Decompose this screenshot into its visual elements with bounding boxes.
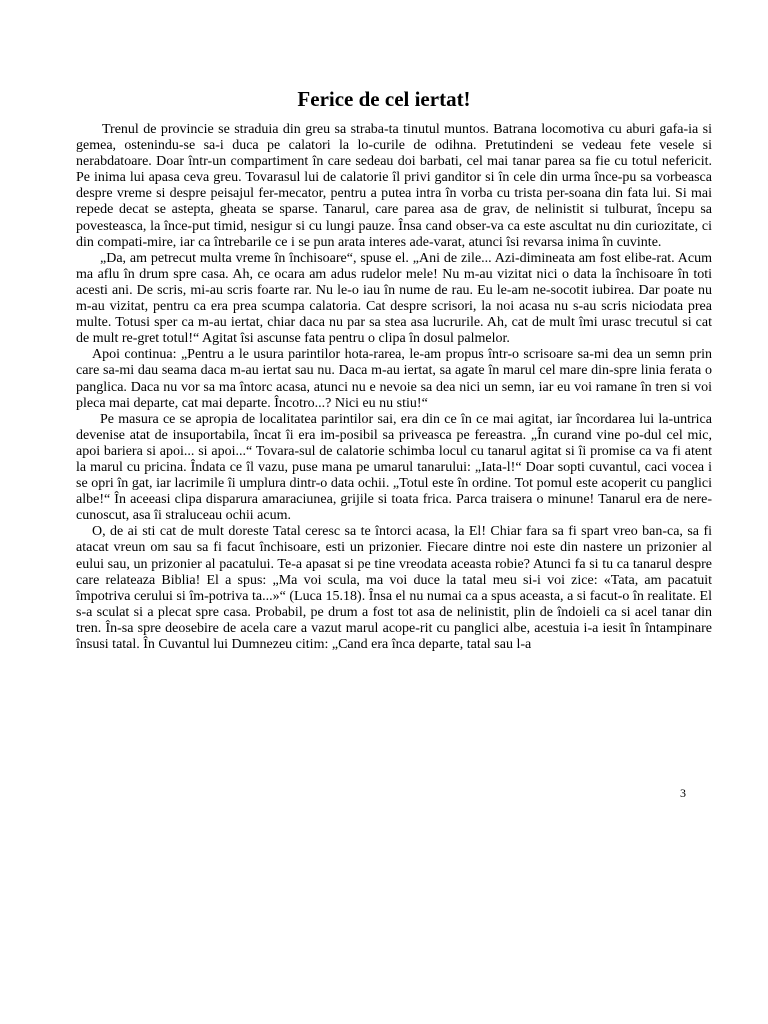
body-text [76, 122, 712, 653]
paragraph-5: O, de ai sti cat de mult doreste Tatal ceresc sa te întorci acasa, la El! Chiar fara sa fi spart vreo ban-ca, sa fi atacat vreun om sau sa fi facut închisoare, esti un prizonier. Fiecare dintre noi este din nastere un prizonier al eului sau, un prizonier al pacatului. Te-a apasat si pe tine vreodata aceasta robie? Atunci fa si tu ca tanarul despre care relateaza Biblia! El a spus: „Ma voi scula, ma voi duce la tatal meu si-i voi zice: «Tata, am pacatuit împotriva cerului si îm-potriva ta...»“ (Luca 15.18). Însa el nu numai ca a spus aceasta, a si facut-o în realitate. El s-a sculat si a plecat spre casa. Probabil, pe drum a fost tot asa de nelinistit, plin de îndoieli ca si acel tanar din tren. În-sa spre deosebire de acela care a vazut marul acope-rit cu panglici albe, acestuia i-a iesit în întampinare însusi tatal. În Cuvantul lui Dumnezeu citim: „Cand era înca departe, tatal sau l-a [76, 524, 712, 652]
paragraph-2: „Da, am petrecut multa vreme în închisoare“, spuse el. „Ani de zile... Azi-dimineata am fost elibe-rat. Acum ma aflu în drum spre casa. Ah, ce ocara am adus rudelor mele! Nu m-au vizitat nici o data la închisoare în toti acesti ani. De scris, mi-au scris foarte rar. Nu le-o iau în nume de rau. Eu le-am ne-socotit iubirea. Dar poate nu m-au vizitat, pentru ca era prea scumpa calatoria. Cat despre scrisori, la noi acasa nu s-au scris niciodata prea multe. Totusi sper ca m-au iertat, chiar daca nu par sa stea asa lucrurile. Ah, cat de mult îmi urasc trecutul si cat de mult re-gret totul!“ Agitat îsi ascunse fata pentru o clipa în dosul palmelor. [76, 250, 712, 347]
paragraph-4: Pe masura ce se apropia de localitatea parintilor sai, era din ce în ce mai agitat, iar încordarea lui la-untrica devenise atat de insuportabila, încat îi era im-posibil sa priveasca pe fereastra. „În curand vine po-dul cel mic, apoi bariera si apoi... si apoi...“ Tovara-sul de calatorie schimba locul cu tanarul agitat si îi promise ca va fi atent la marul cu pricina. Îndata ce îl vazu, puse mana pe umarul tanarului: „Iata-l!“ Doar sopti cuvantul, caci vocea i se opri în gat, iar lacrimile îi umplura dintr-o data ochii. „Totul este în ordine. Tot pomul este acoperit cu panglici albe!“ În aceeasi clipa disparura amaraciunea, grijile si toata frica. Parca traisera o minune! Tanarul era de nere-cunoscut, asa îi straluceau ochii acum. [76, 411, 712, 524]
page-number: 3 [680, 786, 686, 800]
paragraph-1: Trenul de provincie se straduia din greu sa straba-ta tinutul muntos. Batrana locomotiva cu aburi gafa-ia si gemea, ostenindu-se sa-i duca pe calatori la lo-curile de odihna. Pretutindeni se vedeau fete vesele si nerabdatoare. Doar într-un compartiment în care sedeau doi barbati, cel mai tanar parea sa fie cu totul nefericit. Pe inima lui apasa ceva greu. Tovarasul lui de calatorie îl privi ganditor si în cele din urma înce-pu sa vorbeasca despre vreme si despre peisajul fer-mecator, pentru a putea intra în vorba cu trista per-soana din fata lui. Si mai repede decat se astepta, gheata se sparse. Tanarul, care parea asa de grav, de nelinistit si tulburat, începu sa povesteasca, la înce-put timid, nesigur si cu lungi pauze. Însa cand obser-va ca este ascultat nu din curiozitate, ci din compati-mire, iar ca întrebarile ce i se pun arata interes ade-varat, atunci îsi revarsa inima în cuvinte. [76, 122, 712, 250]
page-title: Ferice de cel iertat! [297, 87, 471, 112]
paragraph-3: Apoi continua: „Pentru a le usura parintilor hota-rarea, le-am propus într-o scrisoare sa-mi dea un semn prin care sa-mi dau seama daca m-au iertat sau nu. Daca m-au iertat, sa agate în marul cel mare din-spre linia ferata o panglica. Daca nu vor sa ma întorc acasa, atunci nu e nevoie sa dea nici un semn, iar eu voi ramane în tren si voi pleca mai departe, cat mai departe. Încotro...? Nici eu nu stiu!“ [76, 347, 712, 411]
